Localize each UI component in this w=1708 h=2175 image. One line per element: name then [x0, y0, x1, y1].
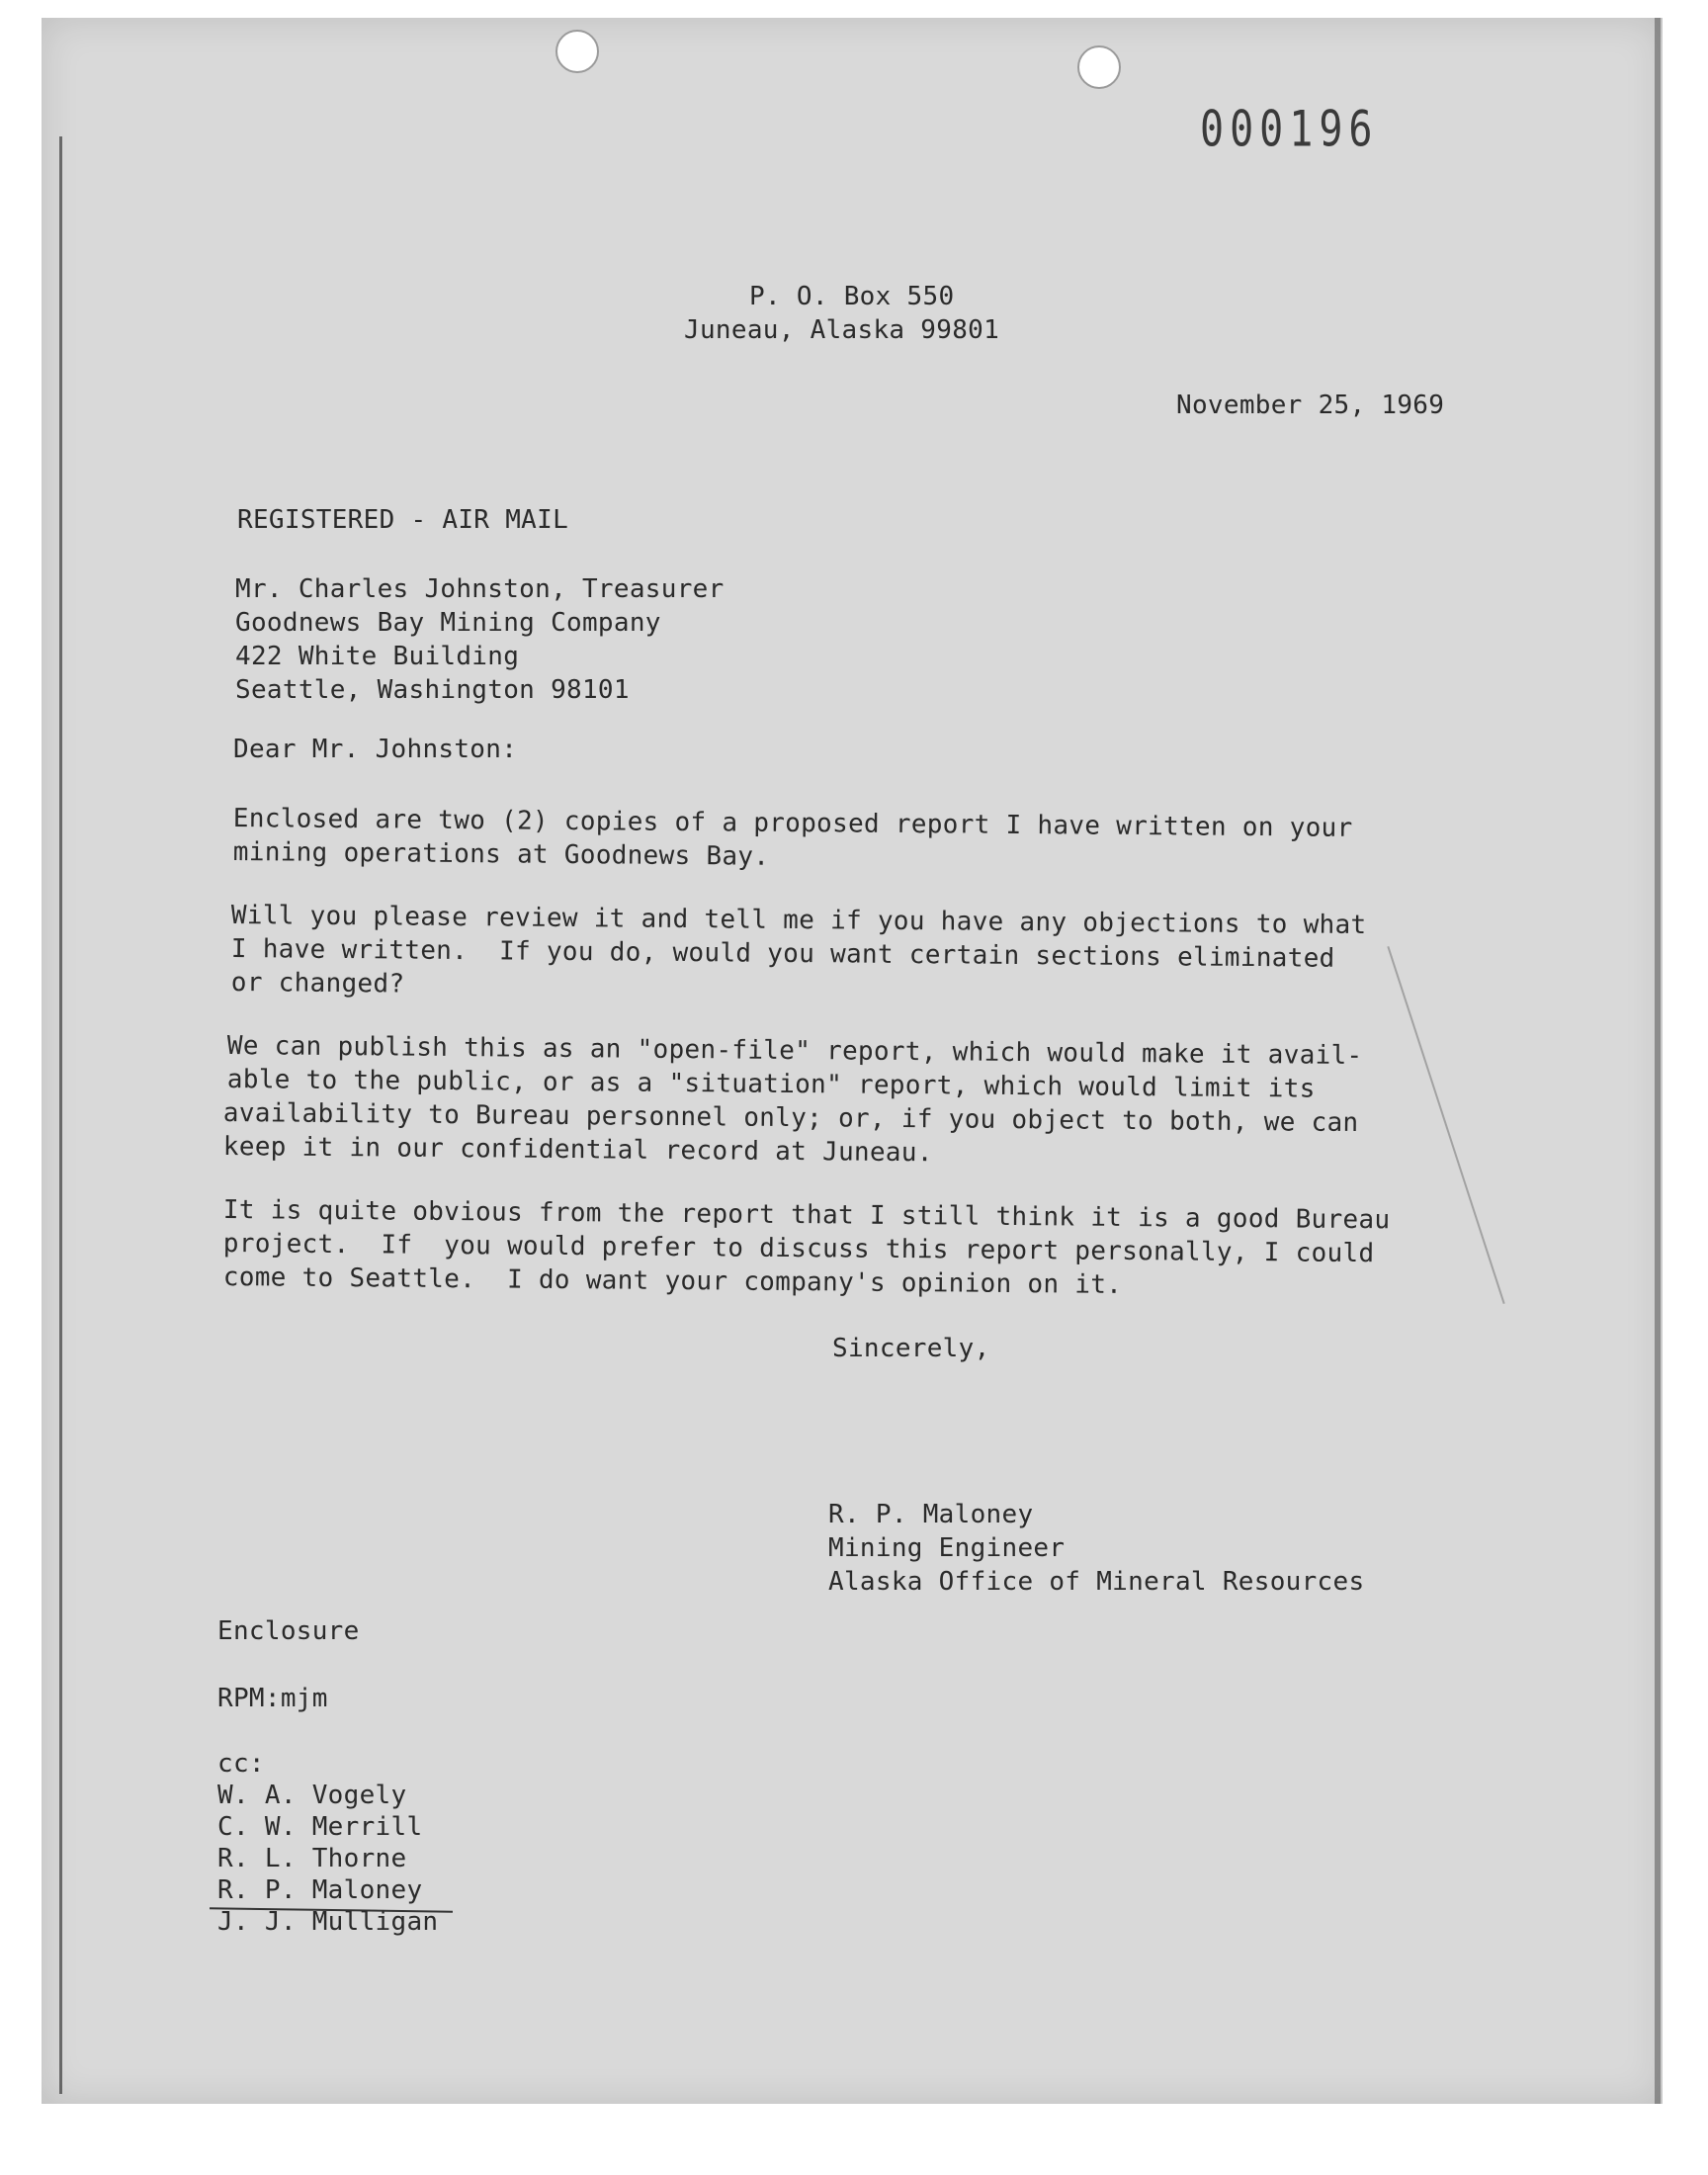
- paragraph-3-line-4: keep it in our confidential record at Juneau.: [222, 1132, 933, 1169]
- paragraph-4-line-2: project. If you would prefer to discuss this report personally, I could: [222, 1229, 1375, 1269]
- document-number-stamp: 000196: [1200, 101, 1379, 158]
- reference-initials: RPM:mjm: [217, 1684, 328, 1713]
- recipient-line-4: Seattle, Washington 98101: [235, 675, 630, 705]
- cc-recipient-2: C. W. Merrill: [217, 1812, 423, 1842]
- scan-edge-right: [1655, 18, 1661, 2104]
- recipient-line-3: 422 White Building: [235, 642, 520, 671]
- sender-address-line-2: Juneau, Alaska 99801: [684, 315, 1000, 345]
- cc-recipient-3: R. L. Thorne: [217, 1844, 407, 1873]
- cc-recipient-4: R. P. Maloney: [217, 1875, 423, 1905]
- paragraph-3-line-1: We can publish this as an "open-file" report, which would make it avail-: [226, 1031, 1363, 1072]
- closing: Sincerely,: [832, 1334, 990, 1363]
- recipient-line-1: Mr. Charles Johnston, Treasurer: [235, 574, 725, 604]
- enclosure-note: Enclosure: [217, 1616, 360, 1646]
- paragraph-2-line-2: I have written. If you do, would you want certain sections eliminated: [230, 933, 1335, 974]
- paragraph-2-line-3: or changed?: [230, 967, 405, 1000]
- cc-label: cc:: [217, 1749, 265, 1779]
- punch-hole-icon: [555, 30, 599, 73]
- signer-title: Mining Engineer: [828, 1533, 1066, 1563]
- mail-class: REGISTERED - AIR MAIL: [237, 505, 569, 535]
- cc-recipient-5: J. J. Mulligan: [217, 1907, 439, 1937]
- paragraph-3-line-2: able to the public, or as a "situation" report, which would limit its: [226, 1065, 1316, 1104]
- sender-address-line-1: P. O. Box 550: [749, 282, 955, 311]
- punch-hole-icon: [1077, 45, 1121, 89]
- paragraph-4-line-3: come to Seattle. I do want your company's opinion on it.: [222, 1262, 1123, 1300]
- paragraph-4-line-1: It is quite obvious from the report that I still think it is a good Bureau: [222, 1195, 1391, 1236]
- cc-recipient-1: W. A. Vogely: [217, 1781, 407, 1810]
- paper-crease: [1387, 946, 1504, 1304]
- paragraph-2-line-1: Will you please review it and tell me if you have any objections to what: [230, 900, 1367, 941]
- paragraph-3-line-3: availability to Bureau personnel only; or, if you object to both, we can: [222, 1098, 1359, 1139]
- paragraph-1-line-2: mining operations at Goodnews Bay.: [232, 836, 770, 872]
- letter-date: November 25, 1969: [1176, 391, 1445, 420]
- signer-name: R. P. Maloney: [828, 1500, 1034, 1529]
- signer-office: Alaska Office of Mineral Resources: [828, 1567, 1365, 1597]
- scan-edge-left: [59, 136, 62, 2094]
- salutation: Dear Mr. Johnston:: [233, 735, 518, 764]
- paragraph-1-line-1: Enclosed are two (2) copies of a proposed report I have written on your: [232, 803, 1353, 843]
- recipient-line-2: Goodnews Bay Mining Company: [235, 608, 661, 638]
